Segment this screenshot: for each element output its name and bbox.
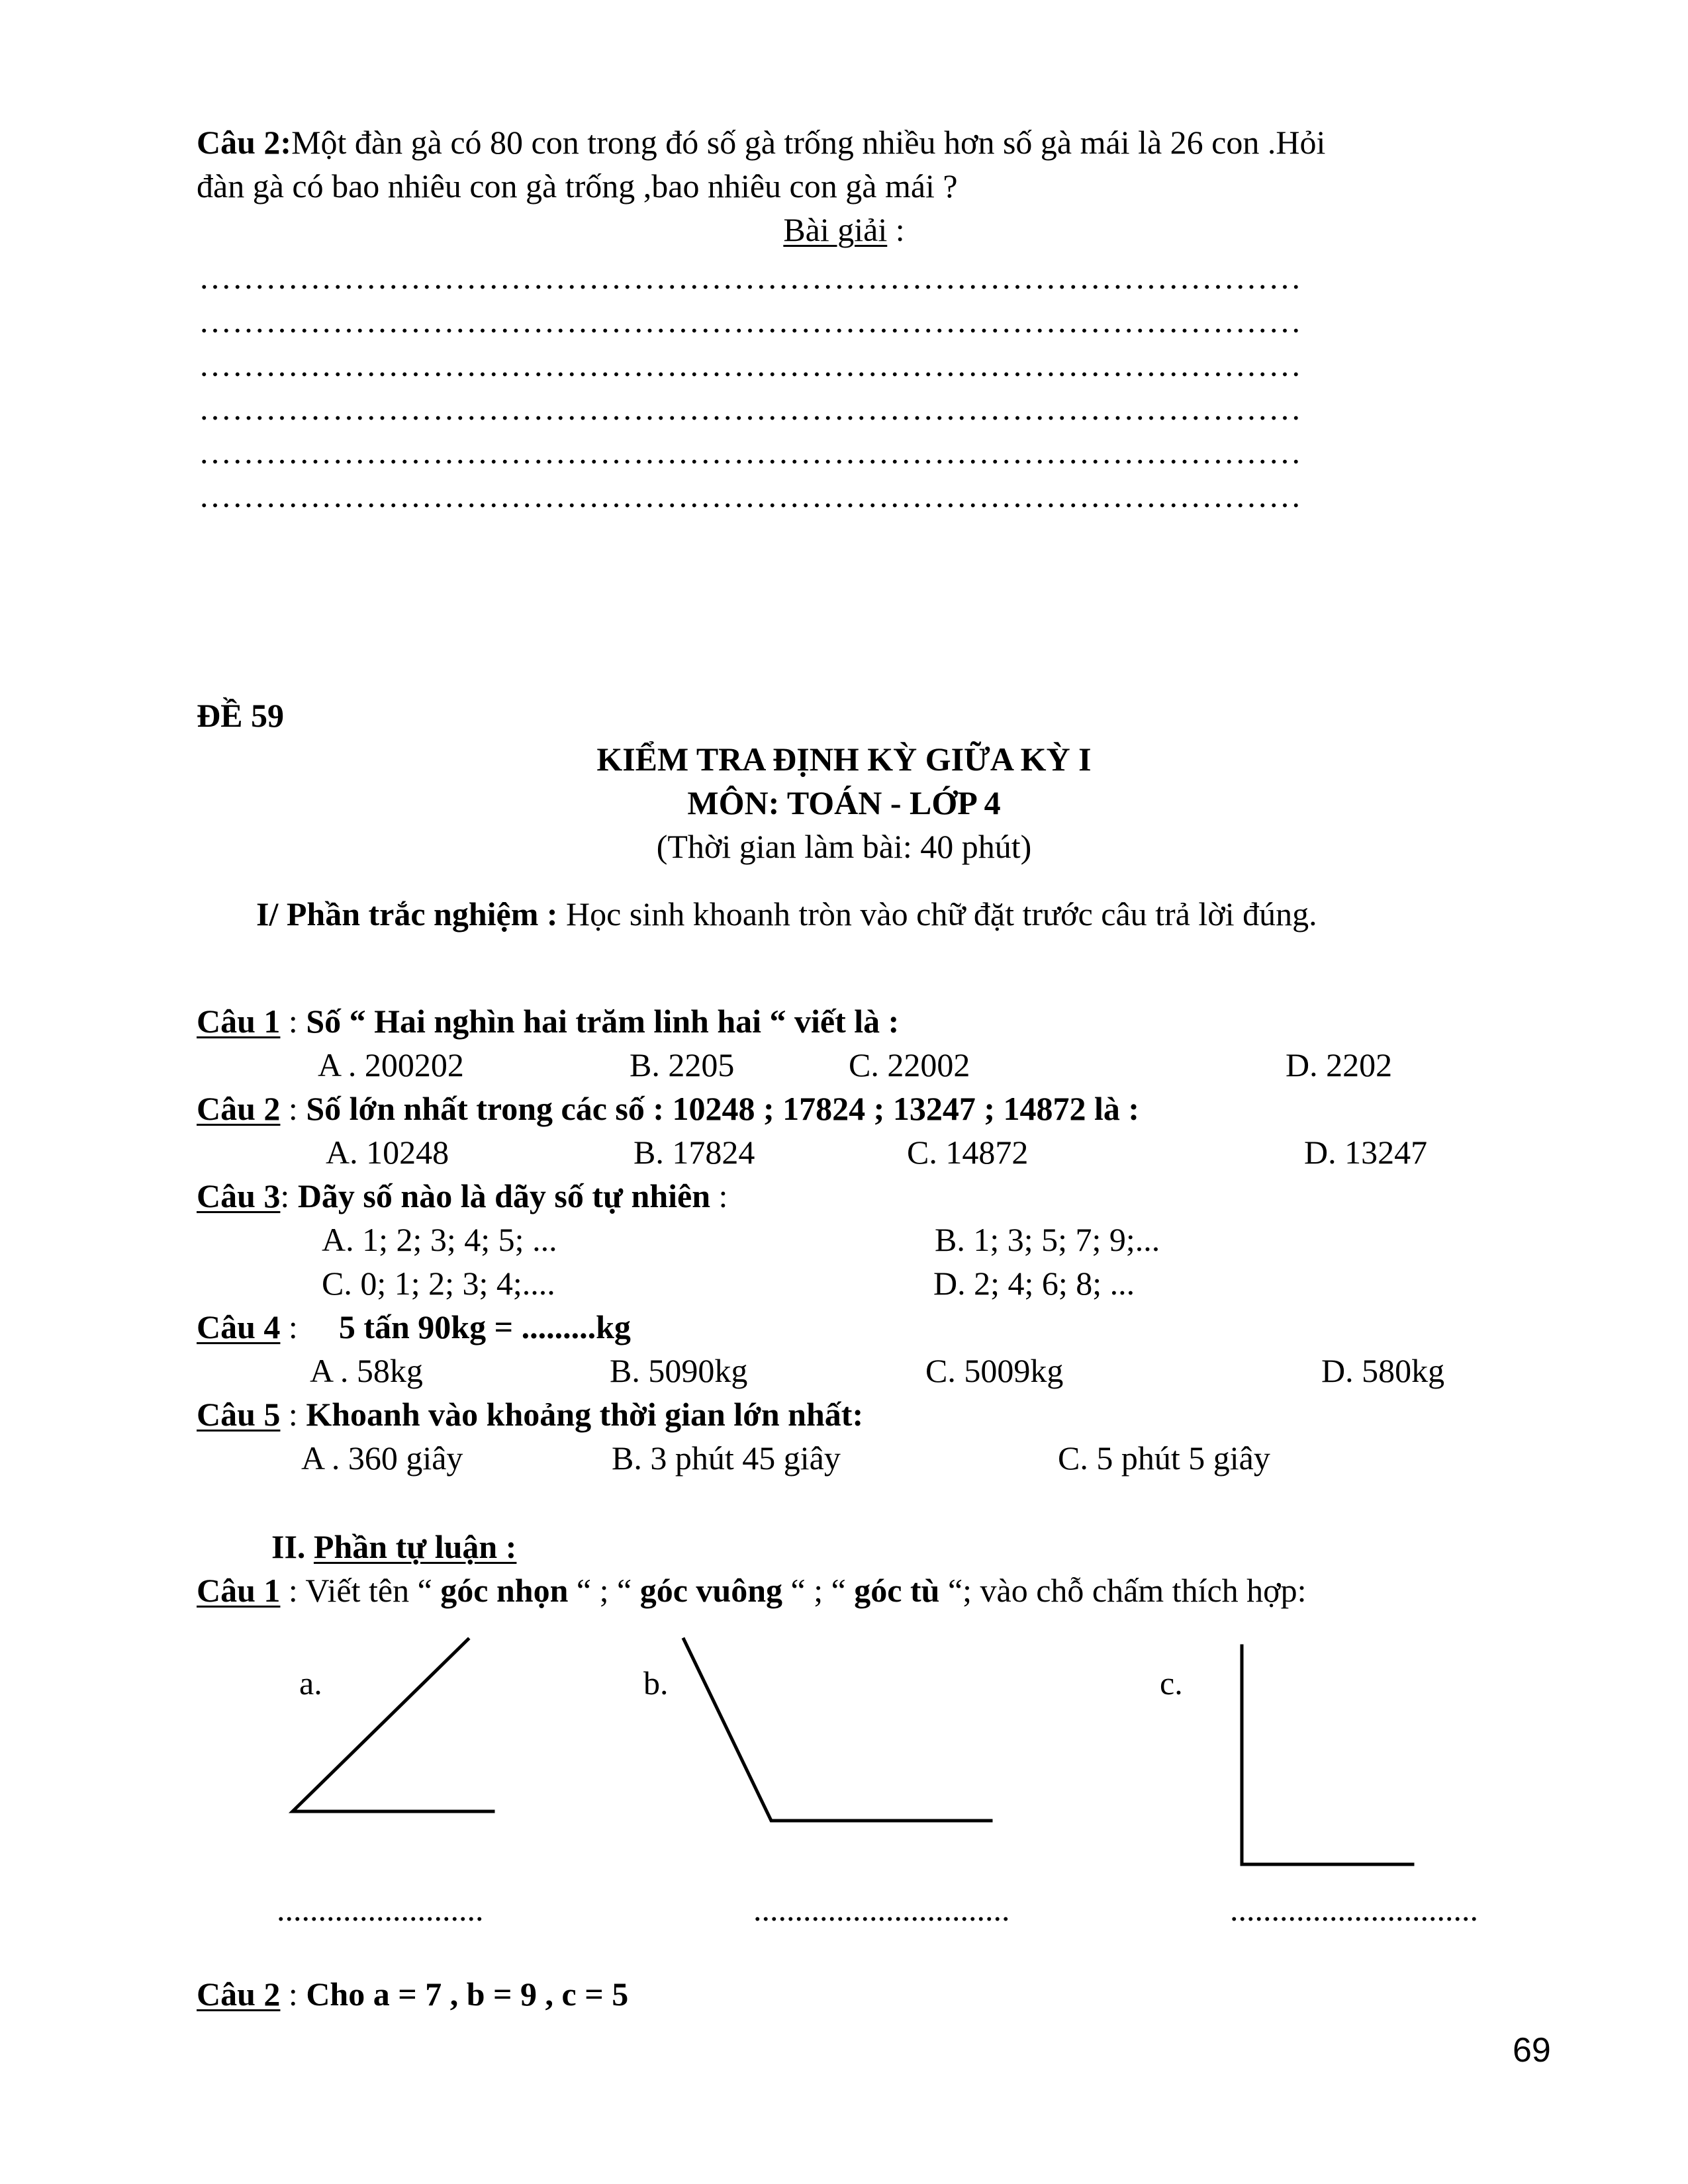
q5-option-a[interactable]: A . 360 giây <box>301 1439 463 1477</box>
q5-label: Câu 5 <box>197 1396 281 1433</box>
q4-option-c[interactable]: C. 5009kg <box>925 1352 1064 1389</box>
q2-prompt: Số lớn nhất trong các số : 10248 ; 17824 ; 13247 ; 14872 là : <box>306 1090 1140 1127</box>
exam-code: ĐỀ 59 <box>197 697 284 734</box>
angle-c-answer[interactable]: .............................. <box>1230 1891 1478 1928</box>
angle-a-answer[interactable]: ......................... <box>277 1891 484 1928</box>
q3-option-c[interactable]: C. 0; 1; 2; 3; 4;.... <box>322 1265 555 1302</box>
angle-b-letter: b. <box>643 1664 669 1702</box>
part2-q1-label: Câu 1 <box>197 1572 281 1609</box>
part2-q2-line <box>197 1972 628 2016</box>
part2-title: Phần tự luận : <box>313 1528 517 1565</box>
q4-option-b[interactable]: B. 5090kg <box>610 1352 748 1389</box>
part2-q1-text-2: “ ; “ <box>568 1572 640 1609</box>
prev-question-label: Câu 2: <box>197 124 292 161</box>
answer-line-3: ……………………………………………………………………………………… <box>199 346 1302 383</box>
angle-c-right <box>1242 1646 1413 1864</box>
q1-sep: : <box>280 1003 306 1040</box>
exam-subject: MÔN: TOÁN - LỚP 4 <box>687 784 1001 821</box>
part2-q1-text-4: “; vào chỗ chấm thích hợp: <box>939 1572 1307 1609</box>
part2-q1-text-3: “ ; “ <box>782 1572 855 1609</box>
solution-label: Bài giải <box>783 211 888 248</box>
answer-line-6: ……………………………………………………………………………………… <box>199 477 1302 514</box>
part2-q2-sep: : <box>280 1976 306 2013</box>
q5-option-c[interactable]: C. 5 phút 5 giây <box>1058 1439 1270 1477</box>
q4-option-a[interactable]: A . 58kg <box>310 1352 423 1389</box>
q1-label: Câu 1 <box>197 1003 281 1040</box>
answer-line-2: ……………………………………………………………………………………… <box>199 302 1302 340</box>
q2-label: Câu 2 <box>197 1090 281 1127</box>
exam-duration: (Thời gian làm bài: 40 phút) <box>656 828 1032 865</box>
solution-colon: : <box>887 211 905 248</box>
q2-option-a[interactable]: A. 10248 <box>326 1134 449 1171</box>
q2-option-c[interactable]: C. 14872 <box>907 1134 1029 1171</box>
q4-sep: : <box>280 1308 298 1345</box>
part1-instruction: Học sinh khoanh tròn vào chữ đặt trước câu trả lời đúng. <box>557 895 1317 933</box>
q4-label: Câu 4 <box>197 1308 281 1345</box>
q4-option-d[interactable]: D. 580kg <box>1321 1352 1445 1389</box>
q3-option-d[interactable]: D. 2; 4; 6; 8; ... <box>933 1265 1135 1302</box>
page-number: 69 <box>1513 2031 1551 2070</box>
q2-option-d[interactable]: D. 13247 <box>1304 1134 1428 1171</box>
q5-option-b[interactable]: B. 3 phút 45 giây <box>612 1439 841 1477</box>
q4-prompt: 5 tấn 90kg = .........kg <box>338 1308 631 1345</box>
q1-option-c[interactable]: C. 22002 <box>849 1046 970 1083</box>
answer-line-1: ……………………………………………………………………………………… <box>199 259 1302 296</box>
q1-option-b[interactable]: B. 2205 <box>630 1046 735 1083</box>
angle-b-answer[interactable]: ............................... <box>753 1891 1010 1928</box>
q2-option-b[interactable]: B. 17824 <box>633 1134 755 1171</box>
q3-option-a[interactable]: A. 1; 2; 3; 4; 5; ... <box>322 1221 557 1258</box>
q3-option-b[interactable]: B. 1; 3; 5; 7; 9;... <box>935 1221 1160 1258</box>
term-obtuse: góc tù <box>854 1572 940 1609</box>
term-acute: góc nhọn <box>440 1572 569 1609</box>
exam-title: KIỂM TRA ĐỊNH KỲ GIỮA KỲ I <box>596 741 1092 778</box>
part2-q2-label: Câu 2 <box>197 1976 281 2013</box>
part1-title: I/ Phần trắc nghiệm : <box>256 895 558 933</box>
q5-prompt: Khoanh vào khoảng thời gian lớn nhất: <box>306 1396 864 1433</box>
part2-prefix: II. <box>271 1528 314 1565</box>
answer-line-5: ……………………………………………………………………………………… <box>199 433 1302 471</box>
q3-prompt: Dãy số nào là dãy số tự nhiên <box>297 1177 711 1214</box>
angle-b-obtuse <box>684 1639 991 1821</box>
angle-c-letter: c. <box>1160 1664 1183 1702</box>
answer-line-4: ……………………………………………………………………………………… <box>199 390 1302 427</box>
angle-a-acute <box>293 1639 493 1811</box>
q3-sep: : <box>280 1177 298 1214</box>
angle-a-letter: a. <box>299 1664 322 1702</box>
q2-sep: : <box>280 1090 306 1127</box>
prev-question-text: Một đàn gà có 80 con trong đó số gà trống nhiều hơn số gà mái là 26 con .Hỏi <box>291 124 1326 161</box>
q1-option-a[interactable]: A . 200202 <box>318 1046 464 1083</box>
q3-label: Câu 3 <box>197 1177 281 1214</box>
q1-prompt: Số “ Hai nghìn hai trăm linh hai “ viết là : <box>306 1003 900 1040</box>
q1-option-d[interactable]: D. 2202 <box>1286 1046 1393 1083</box>
prev-question-line2: đàn gà có bao nhiêu con gà trống ,bao nhiêu con gà mái ? <box>197 167 958 205</box>
part2-q2-text: Cho a = 7 , b = 9 , c = 5 <box>306 1976 629 2013</box>
q5-sep: : <box>280 1396 306 1433</box>
term-right: góc vuông <box>639 1572 782 1609</box>
part2-q1-text-1: : Viết tên “ <box>280 1572 441 1609</box>
q3-prompt-tail: : <box>710 1177 728 1214</box>
